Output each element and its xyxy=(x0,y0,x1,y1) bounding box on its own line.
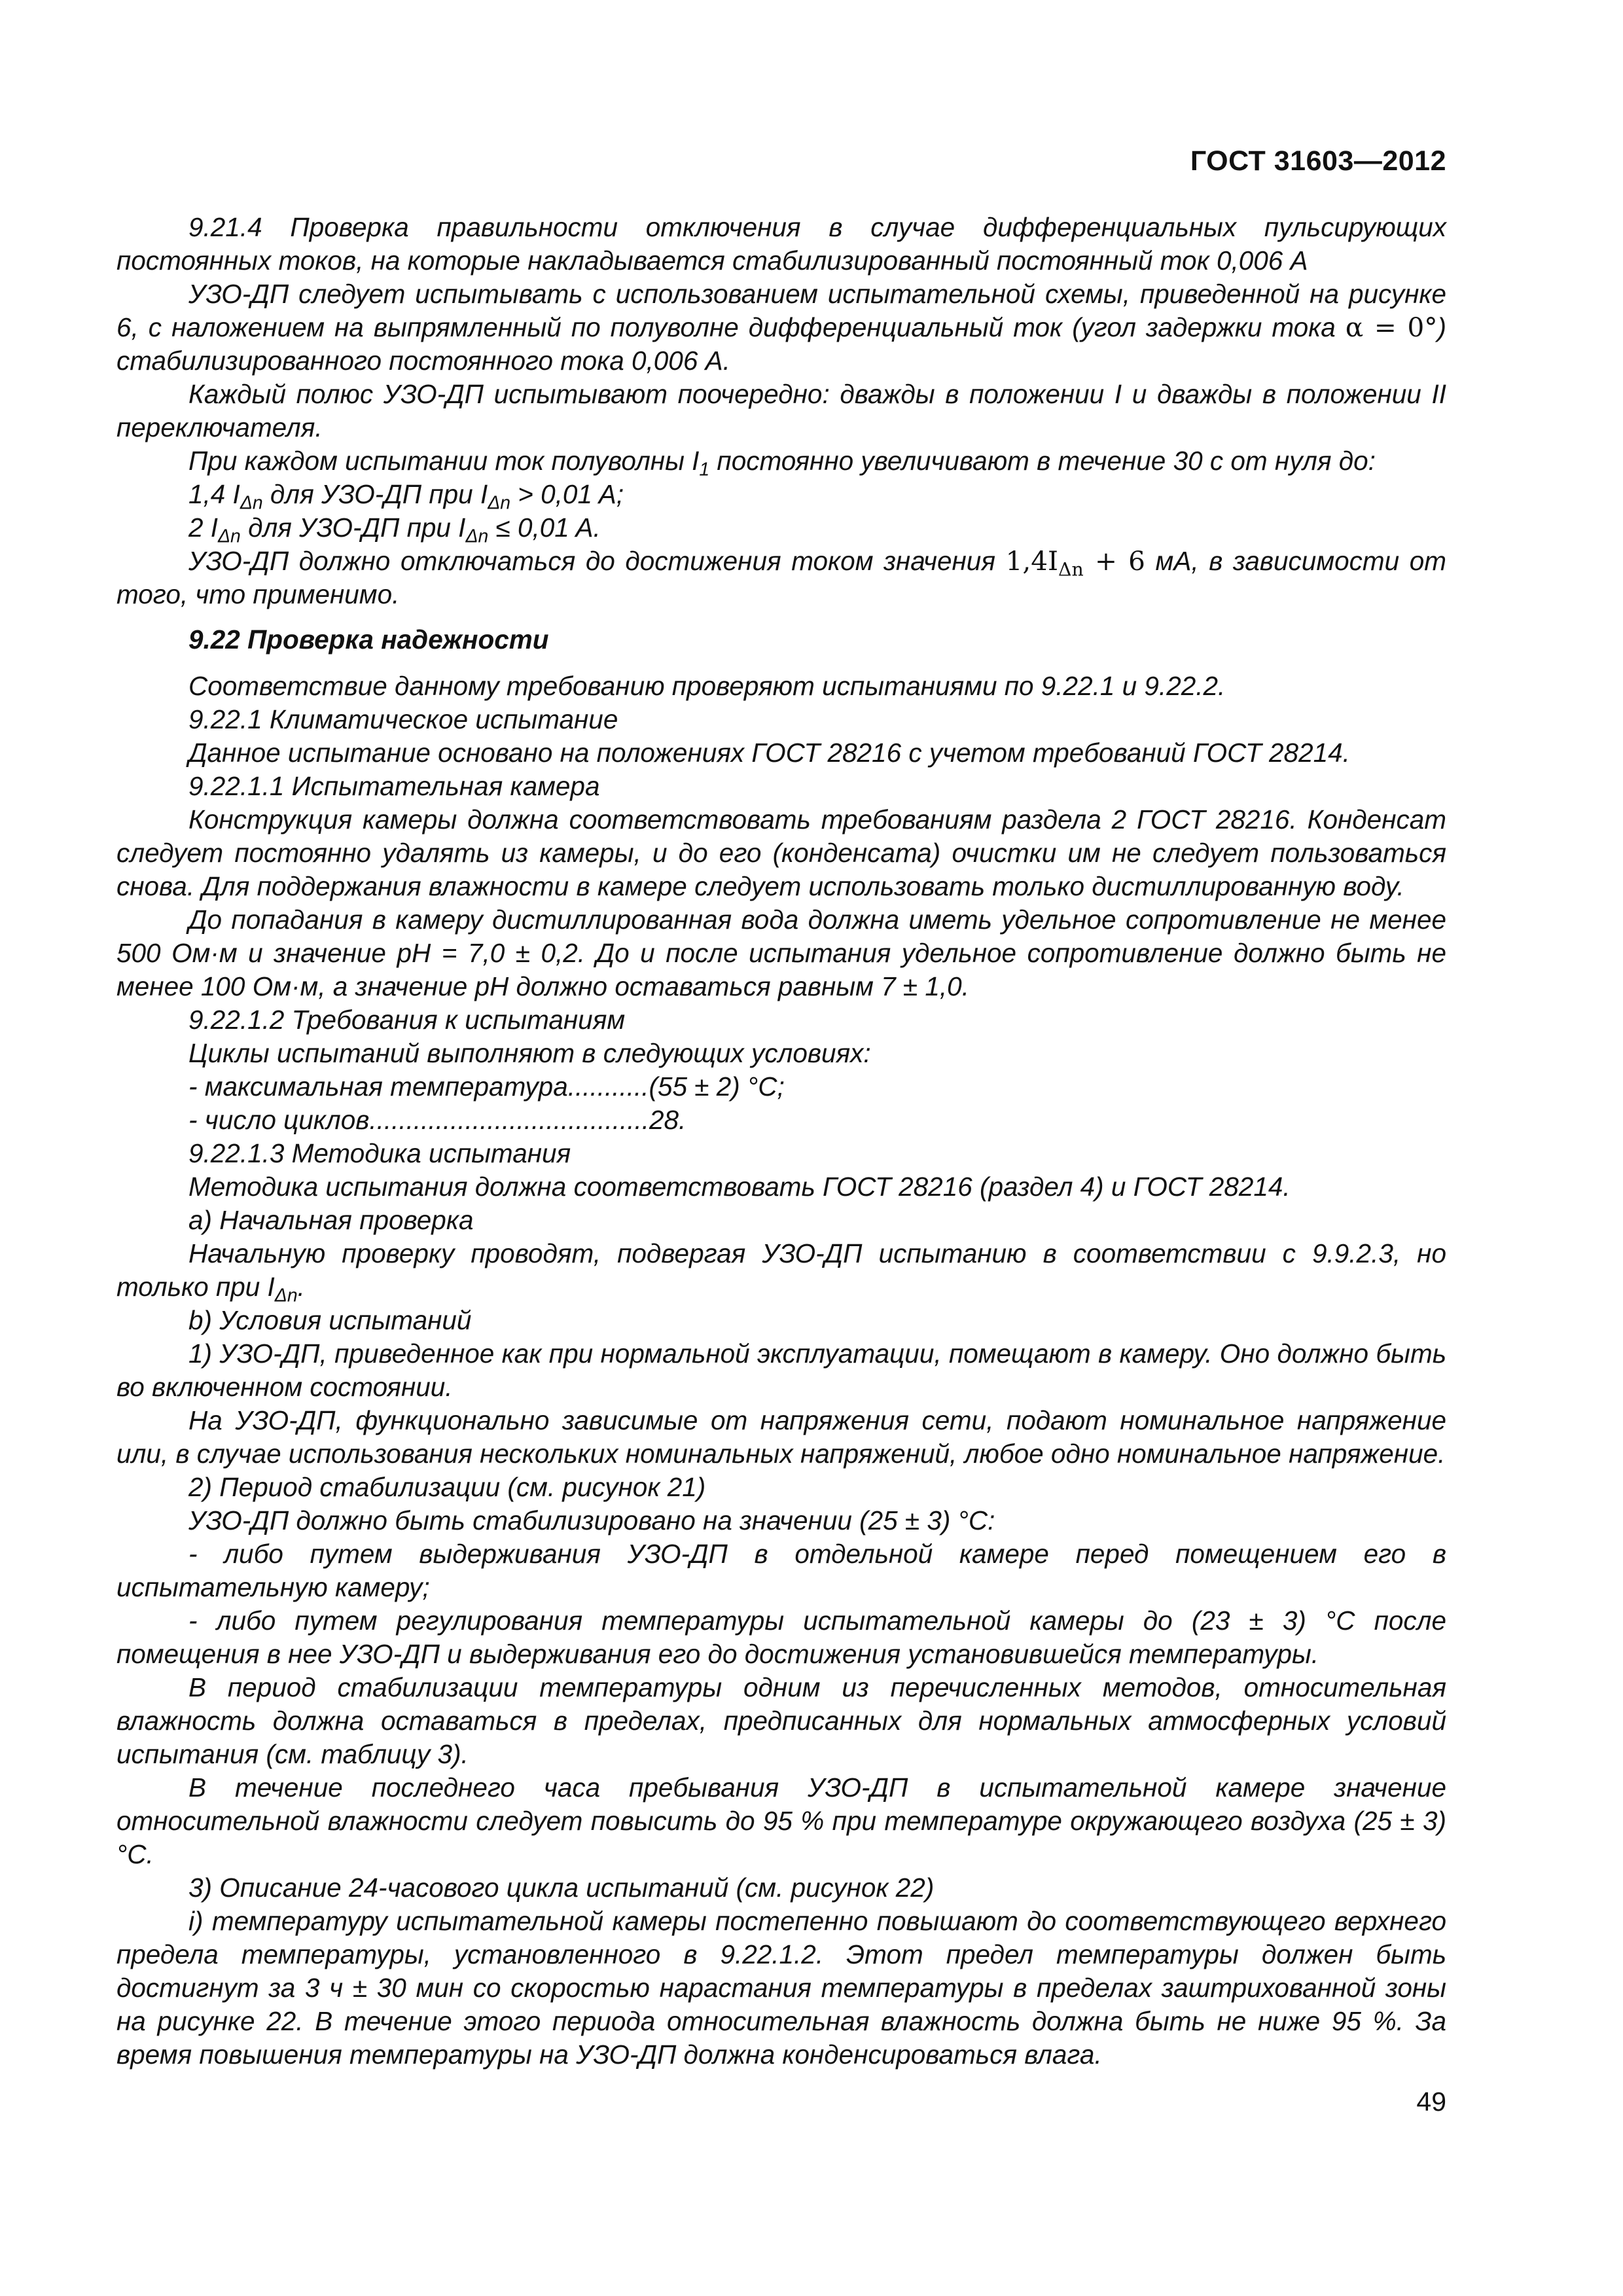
paragraph: Соответствие данному требованию проверяют испытаниями по 9.22.1 и 9.22.2. xyxy=(188,671,1226,701)
text-span: При каждом испытании ток полуволны I xyxy=(188,446,700,476)
paragraph: 1) УЗО-ДП, приведенное как при нормальной эксплуатации, помещают в камеру. Оно должно быть во включенном состоянии. xyxy=(116,1338,1446,1402)
paragraph xyxy=(116,545,1446,611)
paragraph: До попадания в камеру дистиллированная вода должна иметь удельное сопротивление не менее 500 Ом·м и значение рН = 7,0 ± 0,2. До и после испытания удельное сопротивление должно быть не менее 100 Ом·м, а значение рН должно оставаться равным 7 ± 1,0. xyxy=(116,905,1446,1001)
paragraph: Циклы испытаний выполняют в следующих условиях: xyxy=(188,1038,871,1068)
section-9-22-heading: 9.22 Проверка надежности xyxy=(188,624,549,655)
subscript: 1 xyxy=(699,459,710,480)
paragraph: На УЗО-ДП, функционально зависимые от напряжения сети, подают номинальное напряжение или, в случае использования нескольких номинальных напряжений, любое одно номинальное напряжение. xyxy=(116,1405,1446,1469)
subsection-title: 9.22.1.1 Испытательная камера xyxy=(188,771,600,801)
formula-part: 1,4I xyxy=(1005,545,1058,577)
item-title: a) Начальная проверка xyxy=(188,1205,474,1235)
current-formula xyxy=(1005,545,1145,581)
text-span: мА, в зависимости от того, что применимо. xyxy=(116,546,1447,609)
paragraph: УЗО-ДП должно быть стабилизировано на значении (25 ± 3) °С: xyxy=(188,1505,995,1535)
subsection-title: 9.22.1 Климатическое испытание xyxy=(188,704,618,734)
paragraph xyxy=(116,278,1446,378)
subscript: Δn xyxy=(274,1285,298,1306)
paragraph: В период стабилизации температуры одним из перечисленных методов, относительная влажность должна оставаться в пределах, предписанных для нормальных атмосферных условий испытания (см. таблицу 3). xyxy=(116,1672,1446,1769)
paragraph: В течение последнего часа пребывания УЗО-ДП в испытательной камере значение относительной влажности следует повысить до 95 % при температуре окружающего воздуха (25 ± 3) °С. xyxy=(116,1772,1446,1869)
document-body xyxy=(116,211,1446,2072)
angle-formula: α = 0° xyxy=(1345,312,1438,343)
section-9-21-4-title: 9.21.4 Проверка правильности отключения в случае дифференциальных пульсирующих постоянных токов, на которые накладывается стабилизированный постоянный ток 0,006 А xyxy=(116,212,1446,276)
text-span: для УЗО-ДП при I xyxy=(240,512,466,543)
list-item: - либо путем регулирования температуры испытательной камеры до (23 ± 3) °С после помещения в нее УЗО-ДП и выдерживания его до достижения установившейся температуры. xyxy=(116,1605,1446,1669)
text-span: . xyxy=(297,1272,305,1302)
subscript: Δn xyxy=(1058,558,1084,581)
paragraph: 2) Период стабилизации (см. рисунок 21) xyxy=(188,1472,706,1502)
formula-part: + 6 xyxy=(1083,545,1145,577)
item-title: b) Условия испытаний xyxy=(188,1305,472,1335)
text-span: для УЗО-ДП при I xyxy=(262,479,488,509)
text-span: 1,4 I xyxy=(188,479,240,509)
text-span: постоянно увеличивают в течение 30 с от нуля до: xyxy=(709,446,1376,476)
subscript: Δn xyxy=(488,492,510,514)
text-span: > 0,01 A; xyxy=(510,479,624,509)
paragraph xyxy=(116,1237,1446,1304)
standard-header: ГОСТ 31603—2012 xyxy=(1190,145,1446,177)
page-number: 49 xyxy=(1416,2087,1446,2117)
list-item: - либо путем выдерживания УЗО-ДП в отдельной камере перед помещением его в испытательную камеру; xyxy=(116,1539,1446,1602)
text-span: ) стабилизированного постоянного тока 0,006 А. xyxy=(116,312,1446,376)
paragraph xyxy=(116,444,1446,478)
text-span: Начальную проверку проводят, подвергая УЗО-ДП испытанию в соответствии с 9.9.2.3, но только при I xyxy=(116,1238,1446,1302)
paragraph: Методика испытания должна соответствовать ГОСТ 28216 (раздел 4) и ГОСТ 28214. xyxy=(188,1172,1291,1202)
text-span: УЗО-ДП должно отключаться до достижения током значения xyxy=(188,546,1006,576)
paragraph: i) температуру испытательной камеры постепенно повышают до соответствующего верхнего предела температуры, установленного в 9.22.1.2. Этот предел температуры должен быть достигнут за 3 ч ± 30 мин со скоростью нарастания температуры в пределах заштрихованной зоны на рисунке 22. В течение этого периода относительная влажность должна быть не ниже 95 %. За время повышения температуры на УЗО-ДП должна конденсироваться влага. xyxy=(116,1906,1446,2070)
list-item: - число циклов......................................28. xyxy=(188,1105,687,1135)
list-item xyxy=(116,478,1446,514)
text-span: 2 I xyxy=(188,512,219,543)
text-span: ≤ 0,01 A. xyxy=(488,512,601,543)
list-item: - максимальная температура...........(55 ± 2) °С; xyxy=(188,1071,785,1102)
list-item xyxy=(116,511,1446,545)
subscript: Δn xyxy=(240,492,263,514)
text-span: УЗО-ДП следует испытывать с использованием испытательной схемы, приведенной на рисунке 6, с наложением на выпрямленный по полуволне дифференциальный ток (угол задержки тока xyxy=(116,279,1446,342)
paragraph: Данное испытание основано на положениях ГОСТ 28216 с учетом требований ГОСТ 28214. xyxy=(188,738,1350,768)
paragraph: 3) Описание 24-часового цикла испытаний (см. рисунок 22) xyxy=(188,1873,935,1903)
paragraph: Каждый полюс УЗО-ДП испытывают поочередно: дважды в положении I и дважды в положении II переключателя. xyxy=(116,379,1446,442)
subsection-title: 9.22.1.2 Требования к испытаниям xyxy=(188,1005,626,1035)
subsection-title: 9.22.1.3 Методика испытания xyxy=(188,1138,571,1168)
paragraph: Конструкция камеры должна соответствовать требованиям раздела 2 ГОСТ 28216. Конденсат следует постоянно удалять из камеры, и до его (конденсата) очистки им не следует пользоваться снова. Для поддержания влажности в камере следует использовать только дистиллированную воду. xyxy=(116,804,1446,901)
subscript: Δn xyxy=(218,526,241,547)
subscript: Δn xyxy=(465,526,489,547)
